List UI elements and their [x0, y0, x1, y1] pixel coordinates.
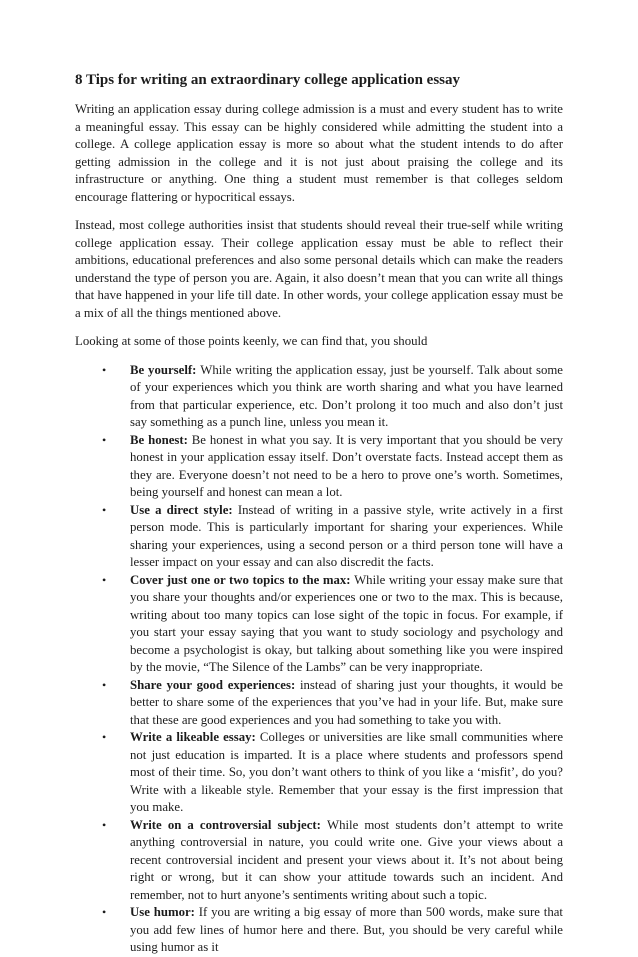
tip-label: Use humor:	[130, 905, 199, 919]
tip-item	[75, 362, 563, 432]
paragraph-leadin: Looking at some of those points keenly, we can find that, you should	[75, 334, 428, 348]
tip-label: Be yourself:	[130, 362, 201, 377]
tip-item	[75, 729, 563, 817]
paragraph-advice: Instead, most college authorities insist that students should reveal their true-self while writing college application essay. Their college application essay must be able to reflect their ambitions, educational preferences and also some personal details which can make the readers understand the type of person you are. Again, it also doesn’t mean that you can write all things that have happened in your life till date. In other words, your college application essay must be a mix of all the things mentioned above.	[75, 218, 563, 320]
tip-text: While writing your essay make sure that you share your thoughts and/or experiences one or two to the max. This is because, writing about too many topics can lose sight of the topic in focus. For example, if you start your essay saying that you want to study sociology and psychology and become a psychologist is okay, but talking about something like you were inspired by the movie, “The Silence of the Lambs” can be very inappropriate.	[130, 572, 564, 674]
tip-text: While most students don’t attempt to write anything controversial in nature, you could write one. Give your views about a recent controversial incident and present your views about it. It’s not about being right or wrong, but it can show your attitude towards such an incident. And remember, not to hurt anyone’s sentiments writing about such a topic.	[130, 817, 564, 902]
tip-text: Instead of writing in a passive style, write actively in a first person mode. This is particularly important for sharing your experiences. While sharing your experiences, using a second person or a third person tone will have a lesser impact on your essay and can also discredit the facts.	[130, 502, 563, 569]
tip-item	[75, 817, 563, 905]
bullet-icon: •	[102, 362, 107, 377]
bullet-icon: •	[102, 572, 107, 587]
tip-label: Use a direct style:	[130, 502, 238, 517]
paragraph-intro: Writing an application essay during college admission is a must and every student has to write a meaningful essay. This essay can be highly considered while admitting the student into a college. A college application essay is more so about what the student intends to do after getting admission in the college and it is not just about praising the college and its infrastructure or anything. One thing a student must remember is that colleges seldom encourage flattering or hypocritical essays.	[75, 102, 563, 204]
tip-item	[75, 904, 563, 957]
tip-text: While writing the application essay, just be yourself. Talk about some of your experiences which you think are worth sharing and what you have learned from that particular experience, etc. Don’t prolong it too much and also don’t just say something as a punch line, unless you mean it.	[130, 362, 563, 429]
tip-item	[75, 677, 563, 730]
bullet-icon: •	[102, 905, 107, 919]
bullet-icon: •	[102, 432, 107, 447]
tip-item	[75, 502, 563, 572]
bullet-icon: •	[102, 677, 107, 692]
tip-label: Write a likeable essay:	[130, 730, 260, 744]
tip-item	[75, 432, 563, 502]
tip-label: Cover just one or two topics to the max:	[130, 572, 355, 587]
tip-text: If you are writing a big essay of more than 500 words, make sure that you add few lines of humor here and there. But, you should be very careful while using humor as it	[130, 905, 563, 954]
bullet-icon: •	[102, 730, 107, 744]
tip-label: Write on a controversial subject:	[130, 817, 327, 832]
tips-list	[75, 362, 563, 957]
tip-text: Colleges or universities are like small communities where not just education is imparted. It is a place where students and professors spend most of their time. So, you don’t want others to think of you like a ‘misfit’, do you? Write with a likeable style. Remember that your essay is the first impression that you make.	[130, 730, 563, 814]
tip-text: Be honest in what you say. It is very important that you should be very honest in your application essay itself. Don’t overstate facts. Instead accept them as they are. Everyone doesn’t not need to be a hero to prove one’s worth. Sometimes, being yourself and honest can mean a lot.	[130, 432, 563, 499]
tip-label: Be honest:	[130, 432, 192, 447]
tip-item	[75, 572, 563, 677]
bullet-icon: •	[102, 502, 107, 517]
bullet-icon: •	[102, 817, 107, 832]
document-title: 8 Tips for writing an extraordinary college application essay	[75, 72, 460, 88]
tip-label: Share your good experiences:	[130, 677, 300, 692]
tip-text: instead of sharing just your thoughts, it would be better to share some of the experiences that you’ve had in your life. But, make sure that these are good experiences and you had something to take you with.	[130, 677, 563, 727]
